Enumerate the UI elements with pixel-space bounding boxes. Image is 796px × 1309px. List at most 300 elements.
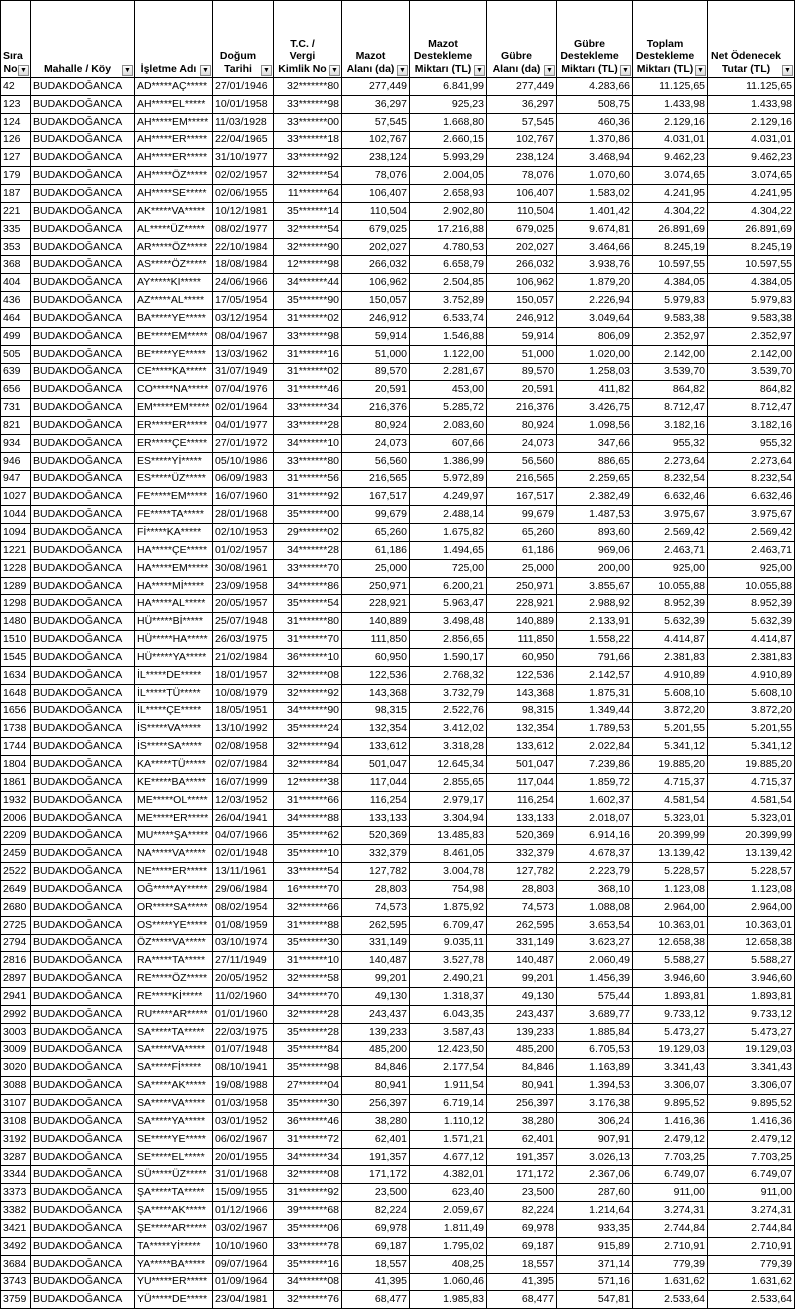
cell-gubre-alani: 106,407 bbox=[487, 185, 557, 203]
cell-mahalle-koy: BUDAKDOĞANCA bbox=[31, 952, 135, 970]
cell-net-odenecek: 3.182,16 bbox=[708, 417, 795, 435]
filter-dropdown-icon[interactable]: ▼ bbox=[474, 65, 485, 76]
cell-gubre-alani: 23,500 bbox=[487, 1184, 557, 1202]
cell-net-odenecek: 7.703,25 bbox=[708, 1148, 795, 1166]
filter-dropdown-icon[interactable]: ▼ bbox=[18, 65, 29, 76]
cell-dogum-tarihi: 03/10/1974 bbox=[213, 934, 274, 952]
cell-net-odenecek: 8.245,19 bbox=[708, 238, 795, 256]
cell-dogum-tarihi: 01/02/1957 bbox=[213, 541, 274, 559]
cell-mazot-alani: 228,921 bbox=[342, 595, 410, 613]
cell-mahalle-koy: BUDAKDOĞANCA bbox=[31, 559, 135, 577]
cell-sira-no: 2680 bbox=[1, 898, 31, 916]
cell-net-odenecek: 3.074,65 bbox=[708, 167, 795, 185]
cell-mazot-alani: 25,000 bbox=[342, 559, 410, 577]
cell-toplam-destek: 3.074,65 bbox=[633, 167, 708, 185]
table-row bbox=[1, 434, 795, 452]
cell-toplam-destek: 4.910,89 bbox=[633, 666, 708, 684]
cell-sira-no: 1738 bbox=[1, 720, 31, 738]
column-header-mazot-alani bbox=[342, 1, 410, 78]
table-row bbox=[1, 1255, 795, 1273]
cell-mahalle-koy: BUDAKDOĞANCA bbox=[31, 1005, 135, 1023]
table-row bbox=[1, 827, 795, 845]
cell-mahalle-koy: BUDAKDOĞANCA bbox=[31, 631, 135, 649]
cell-gubre-alani: 25,000 bbox=[487, 559, 557, 577]
cell-toplam-destek: 12.658,38 bbox=[633, 934, 708, 952]
cell-sira-no: 1094 bbox=[1, 524, 31, 542]
table-row bbox=[1, 381, 795, 399]
cell-net-odenecek: 2.129,16 bbox=[708, 113, 795, 131]
cell-mazot-destek: 12.645,34 bbox=[410, 756, 487, 774]
cell-gubre-alani: 24,073 bbox=[487, 434, 557, 452]
cell-mahalle-koy: BUDAKDOĞANCA bbox=[31, 595, 135, 613]
cell-gubre-alani: 110,504 bbox=[487, 202, 557, 220]
cell-sira-no: 1228 bbox=[1, 559, 31, 577]
cell-gubre-alani: 150,057 bbox=[487, 292, 557, 310]
cell-dogum-tarihi: 30/08/1961 bbox=[213, 559, 274, 577]
cell-dogum-tarihi: 01/08/1959 bbox=[213, 916, 274, 934]
cell-sira-no: 3108 bbox=[1, 1112, 31, 1130]
cell-mahalle-koy: BUDAKDOĞANCA bbox=[31, 1166, 135, 1184]
column-header-label: Sıra No bbox=[3, 50, 23, 75]
cell-sira-no: 3684 bbox=[1, 1255, 31, 1273]
filter-dropdown-icon[interactable]: ▼ bbox=[397, 65, 408, 76]
cell-dogum-tarihi: 17/05/1954 bbox=[213, 292, 274, 310]
table-row bbox=[1, 613, 795, 631]
column-header-label: İşletme Adı bbox=[140, 62, 197, 75]
cell-net-odenecek: 10.363,01 bbox=[708, 916, 795, 934]
table-row bbox=[1, 631, 795, 649]
table-row bbox=[1, 256, 795, 274]
cell-tc-vergi-no: 34*******44 bbox=[274, 274, 342, 292]
cell-toplam-destek: 2.463,71 bbox=[633, 541, 708, 559]
table-row bbox=[1, 1166, 795, 1184]
cell-isletme-adi: İL*****TÜ***** bbox=[135, 684, 213, 702]
cell-mazot-alani: 80,941 bbox=[342, 1077, 410, 1095]
cell-gubre-alani: 68,477 bbox=[487, 1291, 557, 1309]
table-row bbox=[1, 202, 795, 220]
cell-gubre-alani: 78,076 bbox=[487, 167, 557, 185]
filter-dropdown-icon[interactable]: ▼ bbox=[329, 65, 340, 76]
cell-dogum-tarihi: 10/12/1981 bbox=[213, 202, 274, 220]
cell-gubre-destek: 575,44 bbox=[557, 988, 633, 1006]
cell-dogum-tarihi: 10/10/1960 bbox=[213, 1237, 274, 1255]
cell-net-odenecek: 4.414,87 bbox=[708, 631, 795, 649]
cell-mahalle-koy: BUDAKDOĞANCA bbox=[31, 1130, 135, 1148]
table-row bbox=[1, 238, 795, 256]
cell-sira-no: 42 bbox=[1, 78, 31, 96]
table-row bbox=[1, 898, 795, 916]
cell-mazot-alani: 167,517 bbox=[342, 488, 410, 506]
cell-toplam-destek: 10.363,01 bbox=[633, 916, 708, 934]
cell-sira-no: 3009 bbox=[1, 1041, 31, 1059]
cell-dogum-tarihi: 24/06/1966 bbox=[213, 274, 274, 292]
cell-dogum-tarihi: 01/09/1964 bbox=[213, 1273, 274, 1291]
cell-toplam-destek: 864,82 bbox=[633, 381, 708, 399]
cell-net-odenecek: 1.893,81 bbox=[708, 988, 795, 1006]
cell-net-odenecek: 10.597,55 bbox=[708, 256, 795, 274]
cell-toplam-destek: 26.891,69 bbox=[633, 220, 708, 238]
cell-tc-vergi-no: 34*******86 bbox=[274, 577, 342, 595]
cell-mazot-destek: 3.004,78 bbox=[410, 863, 487, 881]
cell-tc-vergi-no: 32*******84 bbox=[274, 756, 342, 774]
cell-mazot-destek: 6.709,47 bbox=[410, 916, 487, 934]
cell-mazot-alani: 140,487 bbox=[342, 952, 410, 970]
cell-tc-vergi-no: 31*******70 bbox=[274, 631, 342, 649]
cell-gubre-destek: 933,35 bbox=[557, 1220, 633, 1238]
cell-gubre-alani: 28,803 bbox=[487, 880, 557, 898]
cell-gubre-destek: 368,10 bbox=[557, 880, 633, 898]
cell-isletme-adi: SA*****Fİ***** bbox=[135, 1059, 213, 1077]
cell-sira-no: 2816 bbox=[1, 952, 31, 970]
cell-sira-no: 3743 bbox=[1, 1273, 31, 1291]
cell-tc-vergi-no: 35*******90 bbox=[274, 292, 342, 310]
table-row bbox=[1, 1184, 795, 1202]
cell-mazot-destek: 754,98 bbox=[410, 880, 487, 898]
cell-isletme-adi: ER*****ÇE***** bbox=[135, 434, 213, 452]
cell-sira-no: 3344 bbox=[1, 1166, 31, 1184]
cell-mazot-alani: 69,187 bbox=[342, 1237, 410, 1255]
cell-mazot-alani: 57,545 bbox=[342, 113, 410, 131]
cell-isletme-adi: ŞE*****AR***** bbox=[135, 1220, 213, 1238]
cell-mazot-alani: 216,376 bbox=[342, 399, 410, 417]
cell-mazot-destek: 3.318,28 bbox=[410, 738, 487, 756]
cell-net-odenecek: 6.632,46 bbox=[708, 488, 795, 506]
cell-toplam-destek: 5.201,55 bbox=[633, 720, 708, 738]
cell-sira-no: 1027 bbox=[1, 488, 31, 506]
cell-mahalle-koy: BUDAKDOĞANCA bbox=[31, 113, 135, 131]
cell-dogum-tarihi: 18/01/1957 bbox=[213, 666, 274, 684]
cell-net-odenecek: 2.964,00 bbox=[708, 898, 795, 916]
table-row bbox=[1, 1005, 795, 1023]
cell-isletme-adi: SÜ*****ÜZ***** bbox=[135, 1166, 213, 1184]
cell-gubre-destek: 1.487,53 bbox=[557, 506, 633, 524]
cell-mazot-alani: 140,889 bbox=[342, 613, 410, 631]
cell-sira-no: 436 bbox=[1, 292, 31, 310]
cell-mazot-destek: 2.490,21 bbox=[410, 970, 487, 988]
header-row bbox=[1, 1, 795, 78]
cell-net-odenecek: 8.232,54 bbox=[708, 470, 795, 488]
table-row bbox=[1, 309, 795, 327]
cell-net-odenecek: 2.273,64 bbox=[708, 452, 795, 470]
cell-mazot-alani: 20,591 bbox=[342, 381, 410, 399]
cell-dogum-tarihi: 01/12/1966 bbox=[213, 1202, 274, 1220]
cell-tc-vergi-no: 31*******02 bbox=[274, 309, 342, 327]
cell-net-odenecek: 4.031,01 bbox=[708, 131, 795, 149]
cell-gubre-destek: 2.382,49 bbox=[557, 488, 633, 506]
cell-mazot-alani: 78,076 bbox=[342, 167, 410, 185]
filter-dropdown-icon[interactable]: ▼ bbox=[261, 65, 272, 76]
cell-isletme-adi: SA*****TA***** bbox=[135, 1023, 213, 1041]
table-row bbox=[1, 1095, 795, 1113]
cell-mahalle-koy: BUDAKDOĞANCA bbox=[31, 1220, 135, 1238]
cell-mazot-destek: 3.752,89 bbox=[410, 292, 487, 310]
table-row bbox=[1, 952, 795, 970]
cell-gubre-destek: 2.133,91 bbox=[557, 613, 633, 631]
cell-isletme-adi: AH*****ER***** bbox=[135, 131, 213, 149]
cell-sira-no: 3088 bbox=[1, 1077, 31, 1095]
cell-net-odenecek: 5.473,27 bbox=[708, 1023, 795, 1041]
cell-net-odenecek: 2.463,71 bbox=[708, 541, 795, 559]
cell-sira-no: 179 bbox=[1, 167, 31, 185]
cell-net-odenecek: 4.715,37 bbox=[708, 773, 795, 791]
cell-dogum-tarihi: 27/01/1946 bbox=[213, 78, 274, 96]
cell-tc-vergi-no: 31*******92 bbox=[274, 1184, 342, 1202]
cell-mahalle-koy: BUDAKDOĞANCA bbox=[31, 309, 135, 327]
cell-mahalle-koy: BUDAKDOĞANCA bbox=[31, 577, 135, 595]
column-header-label: Gübre Alanı (da) bbox=[492, 50, 541, 75]
cell-gubre-alani: 122,536 bbox=[487, 666, 557, 684]
cell-gubre-alani: 84,846 bbox=[487, 1059, 557, 1077]
cell-gubre-destek: 1.214,64 bbox=[557, 1202, 633, 1220]
cell-toplam-destek: 20.399,99 bbox=[633, 827, 708, 845]
table-row bbox=[1, 1041, 795, 1059]
cell-gubre-destek: 3.855,67 bbox=[557, 577, 633, 595]
cell-net-odenecek: 4.241,95 bbox=[708, 185, 795, 203]
filter-dropdown-icon[interactable]: ▼ bbox=[695, 65, 706, 76]
table-row bbox=[1, 78, 795, 96]
cell-gubre-destek: 571,16 bbox=[557, 1273, 633, 1291]
cell-sira-no: 639 bbox=[1, 363, 31, 381]
cell-gubre-alani: 89,570 bbox=[487, 363, 557, 381]
table-row bbox=[1, 95, 795, 113]
cell-gubre-alani: 56,560 bbox=[487, 452, 557, 470]
cell-mazot-alani: 110,504 bbox=[342, 202, 410, 220]
cell-mahalle-koy: BUDAKDOĞANCA bbox=[31, 880, 135, 898]
cell-mazot-destek: 2.855,65 bbox=[410, 773, 487, 791]
cell-toplam-destek: 4.241,95 bbox=[633, 185, 708, 203]
cell-mazot-alani: 102,767 bbox=[342, 131, 410, 149]
cell-mazot-alani: 80,924 bbox=[342, 417, 410, 435]
cell-sira-no: 2649 bbox=[1, 880, 31, 898]
cell-mazot-alani: 89,570 bbox=[342, 363, 410, 381]
cell-net-odenecek: 12.658,38 bbox=[708, 934, 795, 952]
cell-gubre-alani: 127,782 bbox=[487, 863, 557, 881]
cell-gubre-alani: 80,924 bbox=[487, 417, 557, 435]
cell-sira-no: 2522 bbox=[1, 863, 31, 881]
cell-net-odenecek: 10.055,88 bbox=[708, 577, 795, 595]
cell-gubre-alani: 61,186 bbox=[487, 541, 557, 559]
cell-dogum-tarihi: 23/04/1981 bbox=[213, 1291, 274, 1309]
cell-mazot-destek: 607,66 bbox=[410, 434, 487, 452]
cell-mazot-destek: 2.504,85 bbox=[410, 274, 487, 292]
cell-dogum-tarihi: 05/10/1986 bbox=[213, 452, 274, 470]
cell-sira-no: 368 bbox=[1, 256, 31, 274]
cell-dogum-tarihi: 18/08/1984 bbox=[213, 256, 274, 274]
cell-gubre-destek: 3.623,27 bbox=[557, 934, 633, 952]
cell-net-odenecek: 3.539,70 bbox=[708, 363, 795, 381]
cell-toplam-destek: 5.632,39 bbox=[633, 613, 708, 631]
cell-sira-no: 3492 bbox=[1, 1237, 31, 1255]
cell-gubre-destek: 2.018,07 bbox=[557, 809, 633, 827]
cell-gubre-destek: 1.394,53 bbox=[557, 1077, 633, 1095]
cell-mazot-destek: 9.035,11 bbox=[410, 934, 487, 952]
cell-toplam-destek: 1.416,36 bbox=[633, 1112, 708, 1130]
cell-dogum-tarihi: 15/09/1955 bbox=[213, 1184, 274, 1202]
cell-sira-no: 3382 bbox=[1, 1202, 31, 1220]
filter-active-icon[interactable]: ▼ bbox=[122, 65, 133, 76]
cell-gubre-destek: 3.689,77 bbox=[557, 1005, 633, 1023]
cell-tc-vergi-no: 32*******08 bbox=[274, 1166, 342, 1184]
cell-gubre-alani: 256,397 bbox=[487, 1095, 557, 1113]
cell-tc-vergi-no: 33*******54 bbox=[274, 863, 342, 881]
cell-mazot-alani: 139,233 bbox=[342, 1023, 410, 1041]
cell-mazot-destek: 3.527,78 bbox=[410, 952, 487, 970]
cell-sira-no: 126 bbox=[1, 131, 31, 149]
cell-gubre-alani: 69,187 bbox=[487, 1237, 557, 1255]
cell-mazot-destek: 2.660,15 bbox=[410, 131, 487, 149]
cell-mahalle-koy: BUDAKDOĞANCA bbox=[31, 238, 135, 256]
cell-isletme-adi: AY*****KI***** bbox=[135, 274, 213, 292]
cell-tc-vergi-no: 31*******16 bbox=[274, 345, 342, 363]
cell-isletme-adi: SE*****YE***** bbox=[135, 1130, 213, 1148]
cell-mazot-destek: 2.083,60 bbox=[410, 417, 487, 435]
cell-mazot-alani: 69,978 bbox=[342, 1220, 410, 1238]
cell-gubre-destek: 2.367,06 bbox=[557, 1166, 633, 1184]
cell-net-odenecek: 2.569,42 bbox=[708, 524, 795, 542]
cell-mazot-alani: 106,962 bbox=[342, 274, 410, 292]
cell-gubre-destek: 3.468,94 bbox=[557, 149, 633, 167]
cell-isletme-adi: ER*****ER***** bbox=[135, 417, 213, 435]
cell-dogum-tarihi: 04/07/1966 bbox=[213, 827, 274, 845]
cell-sira-no: 1289 bbox=[1, 577, 31, 595]
cell-sira-no: 1510 bbox=[1, 631, 31, 649]
cell-net-odenecek: 2.142,00 bbox=[708, 345, 795, 363]
cell-mazot-alani: 243,437 bbox=[342, 1005, 410, 1023]
cell-sira-no: 124 bbox=[1, 113, 31, 131]
cell-mazot-destek: 2.281,67 bbox=[410, 363, 487, 381]
cell-net-odenecek: 2.533,64 bbox=[708, 1291, 795, 1309]
column-header-mahalle-koy bbox=[31, 1, 135, 78]
cell-mazot-destek: 1.571,21 bbox=[410, 1130, 487, 1148]
cell-net-odenecek: 5.632,39 bbox=[708, 613, 795, 631]
table-row bbox=[1, 113, 795, 131]
table-row bbox=[1, 1273, 795, 1291]
filter-dropdown-icon[interactable]: ▼ bbox=[544, 65, 555, 76]
filter-dropdown-icon[interactable]: ▼ bbox=[620, 65, 631, 76]
cell-gubre-alani: 520,369 bbox=[487, 827, 557, 845]
cell-sira-no: 127 bbox=[1, 149, 31, 167]
cell-net-odenecek: 1.433,98 bbox=[708, 95, 795, 113]
cell-dogum-tarihi: 02/10/1953 bbox=[213, 524, 274, 542]
cell-mazot-destek: 4.382,01 bbox=[410, 1166, 487, 1184]
cell-gubre-destek: 1.875,31 bbox=[557, 684, 633, 702]
table-row bbox=[1, 720, 795, 738]
cell-mahalle-koy: BUDAKDOĞANCA bbox=[31, 1041, 135, 1059]
cell-gubre-alani: 116,254 bbox=[487, 791, 557, 809]
cell-toplam-destek: 2.744,84 bbox=[633, 1220, 708, 1238]
cell-mazot-destek: 1.318,37 bbox=[410, 988, 487, 1006]
cell-tc-vergi-no: 33*******18 bbox=[274, 131, 342, 149]
cell-sira-no: 187 bbox=[1, 185, 31, 203]
cell-tc-vergi-no: 32*******92 bbox=[274, 684, 342, 702]
cell-mazot-alani: 99,679 bbox=[342, 506, 410, 524]
cell-dogum-tarihi: 08/10/1941 bbox=[213, 1059, 274, 1077]
cell-mazot-destek: 5.285,72 bbox=[410, 399, 487, 417]
cell-gubre-destek: 3.938,76 bbox=[557, 256, 633, 274]
column-header-label: Toplam Destekleme Miktarı (TL) bbox=[635, 37, 695, 75]
cell-isletme-adi: CE*****KA***** bbox=[135, 363, 213, 381]
cell-gubre-alani: 133,612 bbox=[487, 738, 557, 756]
cell-isletme-adi: AH*****EL***** bbox=[135, 95, 213, 113]
cell-mazot-alani: 266,032 bbox=[342, 256, 410, 274]
cell-tc-vergi-no: 27*******04 bbox=[274, 1077, 342, 1095]
cell-isletme-adi: ŞA*****TA***** bbox=[135, 1184, 213, 1202]
cell-gubre-destek: 200,00 bbox=[557, 559, 633, 577]
cell-mazot-destek: 725,00 bbox=[410, 559, 487, 577]
cell-dogum-tarihi: 03/01/1952 bbox=[213, 1112, 274, 1130]
cell-mazot-alani: 262,595 bbox=[342, 916, 410, 934]
filter-dropdown-icon[interactable]: ▼ bbox=[200, 65, 211, 76]
cell-isletme-adi: NA*****VA***** bbox=[135, 845, 213, 863]
cell-sira-no: 499 bbox=[1, 327, 31, 345]
cell-tc-vergi-no: 29*******02 bbox=[274, 524, 342, 542]
table-row bbox=[1, 470, 795, 488]
cell-mahalle-koy: BUDAKDOĞANCA bbox=[31, 452, 135, 470]
cell-sira-no: 1804 bbox=[1, 756, 31, 774]
cell-gubre-destek: 1.349,44 bbox=[557, 702, 633, 720]
cell-sira-no: 353 bbox=[1, 238, 31, 256]
cell-mazot-alani: 23,500 bbox=[342, 1184, 410, 1202]
cell-gubre-destek: 508,75 bbox=[557, 95, 633, 113]
cell-isletme-adi: AH*****ÖZ***** bbox=[135, 167, 213, 185]
cell-tc-vergi-no: 36*******46 bbox=[274, 1112, 342, 1130]
cell-mazot-alani: 24,073 bbox=[342, 434, 410, 452]
table-body bbox=[1, 78, 795, 1309]
cell-gubre-alani: 57,545 bbox=[487, 113, 557, 131]
cell-mahalle-koy: BUDAKDOĞANCA bbox=[31, 131, 135, 149]
cell-gubre-alani: 62,401 bbox=[487, 1130, 557, 1148]
cell-tc-vergi-no: 33*******98 bbox=[274, 327, 342, 345]
cell-gubre-alani: 69,978 bbox=[487, 1220, 557, 1238]
cell-mazot-destek: 1.675,82 bbox=[410, 524, 487, 542]
cell-isletme-adi: EM*****EM***** bbox=[135, 399, 213, 417]
cell-gubre-destek: 4.678,37 bbox=[557, 845, 633, 863]
cell-net-odenecek: 5.608,10 bbox=[708, 684, 795, 702]
cell-mazot-alani: 332,379 bbox=[342, 845, 410, 863]
cell-sira-no: 335 bbox=[1, 220, 31, 238]
cell-gubre-destek: 1.879,20 bbox=[557, 274, 633, 292]
cell-tc-vergi-no: 34*******10 bbox=[274, 434, 342, 452]
cell-sira-no: 3759 bbox=[1, 1291, 31, 1309]
cell-gubre-destek: 3.049,64 bbox=[557, 309, 633, 327]
cell-mazot-destek: 1.386,99 bbox=[410, 452, 487, 470]
cell-mazot-destek: 6.200,21 bbox=[410, 577, 487, 595]
cell-mahalle-koy: BUDAKDOĞANCA bbox=[31, 149, 135, 167]
cell-mazot-alani: 501,047 bbox=[342, 756, 410, 774]
cell-tc-vergi-no: 35*******62 bbox=[274, 827, 342, 845]
cell-mahalle-koy: BUDAKDOĞANCA bbox=[31, 702, 135, 720]
cell-tc-vergi-no: 31*******92 bbox=[274, 488, 342, 506]
cell-gubre-destek: 347,66 bbox=[557, 434, 633, 452]
cell-toplam-destek: 8.232,54 bbox=[633, 470, 708, 488]
cell-isletme-adi: İL*****DE***** bbox=[135, 666, 213, 684]
cell-sira-no: 1545 bbox=[1, 649, 31, 667]
cell-gubre-alani: 18,557 bbox=[487, 1255, 557, 1273]
cell-mazot-alani: 74,573 bbox=[342, 898, 410, 916]
column-header-label: Mahalle / Köy bbox=[43, 62, 112, 75]
cell-gubre-destek: 1.258,03 bbox=[557, 363, 633, 381]
cell-toplam-destek: 5.341,12 bbox=[633, 738, 708, 756]
cell-mahalle-koy: BUDAKDOĞANCA bbox=[31, 720, 135, 738]
cell-tc-vergi-no: 33*******98 bbox=[274, 95, 342, 113]
cell-tc-vergi-no: 34*******08 bbox=[274, 1273, 342, 1291]
cell-toplam-destek: 9.733,12 bbox=[633, 1005, 708, 1023]
cell-tc-vergi-no: 34*******90 bbox=[274, 702, 342, 720]
filter-dropdown-icon[interactable]: ▼ bbox=[782, 65, 793, 76]
cell-mazot-destek: 13.485,83 bbox=[410, 827, 487, 845]
cell-gubre-alani: 266,032 bbox=[487, 256, 557, 274]
cell-net-odenecek: 6.749,07 bbox=[708, 1166, 795, 1184]
